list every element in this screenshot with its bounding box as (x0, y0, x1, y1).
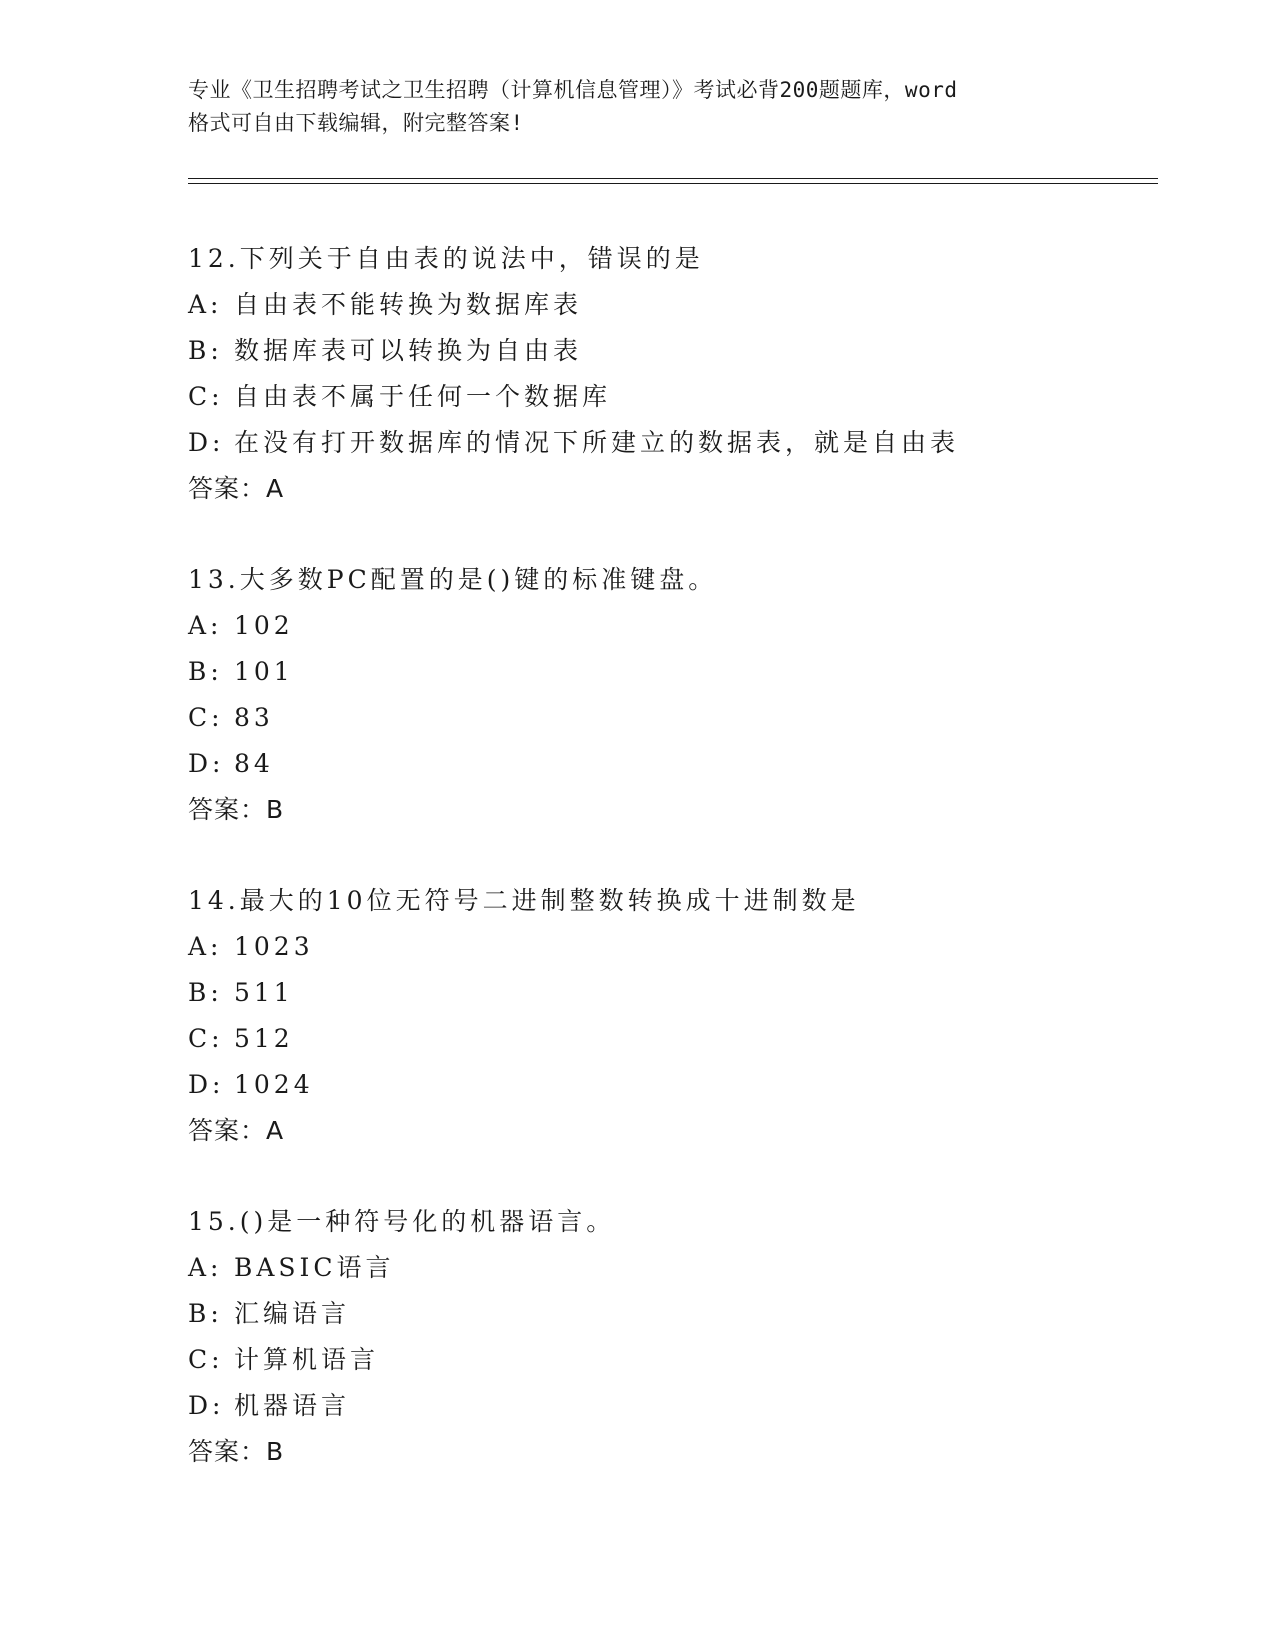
option-text: 自由表不能转换为数据库表 (234, 290, 583, 319)
answer: 答案：A (188, 474, 285, 503)
option-text: 汇编语言 (234, 1299, 351, 1328)
option-text: 102 (234, 611, 294, 640)
answer: 答案：B (188, 795, 285, 824)
option-label: C: (188, 703, 224, 732)
option-c (188, 1016, 1168, 1062)
option-text: 84 (234, 749, 274, 778)
option-d (188, 741, 1168, 787)
option-label: A: (188, 932, 223, 961)
question-stem: 13.大多数PC配置的是()键的标准键盘。 (188, 565, 718, 594)
option-label: A: (188, 290, 223, 319)
option-b (188, 970, 1168, 1016)
option-text: 机器语言 (234, 1391, 351, 1420)
option-text: 自由表不属于任何一个数据库 (234, 382, 612, 411)
option-label: D: (188, 749, 225, 778)
option-text: 1023 (234, 932, 314, 961)
option-label: A: (188, 611, 223, 640)
option-d (188, 1062, 1168, 1108)
option-b (188, 328, 1168, 374)
question-15 (188, 1199, 1168, 1475)
option-label: C: (188, 1024, 224, 1053)
question-14 (188, 878, 1168, 1154)
header-divider-bottom (188, 183, 1158, 184)
question-stem: 14.最大的10位无符号二进制整数转换成十进制数是 (188, 886, 860, 915)
option-a (188, 924, 1168, 970)
header-title-line-1: 专业《卫生招聘考试之卫生招聘（计算机信息管理）》考试必背200题题库，word (188, 78, 958, 102)
question-13 (188, 557, 1168, 833)
option-c (188, 374, 1168, 420)
option-b (188, 649, 1168, 695)
header-title-line-2: 格式可自由下载编辑，附完整答案! (188, 111, 524, 135)
option-d (188, 1383, 1168, 1429)
option-text: 1024 (234, 1070, 314, 1099)
option-label: C: (188, 382, 224, 411)
option-text: 512 (234, 1024, 294, 1053)
document-header (188, 74, 1088, 140)
option-c (188, 1337, 1168, 1383)
option-text: 511 (234, 978, 294, 1007)
option-text: 计算机语言 (234, 1345, 380, 1374)
question-stem: 12.下列关于自由表的说法中，错误的是 (188, 244, 704, 273)
answer: 答案：A (188, 1116, 285, 1145)
option-a (188, 1245, 1168, 1291)
option-d (188, 420, 1168, 466)
option-text: 数据库表可以转换为自由表 (234, 336, 583, 365)
question-12 (188, 236, 1168, 512)
option-label: A: (188, 1253, 223, 1282)
answer: 答案：B (188, 1437, 285, 1466)
option-label: B: (188, 657, 223, 686)
option-b (188, 1291, 1168, 1337)
option-label: C: (188, 1345, 224, 1374)
option-text: 83 (234, 703, 274, 732)
option-c (188, 695, 1168, 741)
question-stem: 15.()是一种符号化的机器语言。 (188, 1207, 616, 1236)
header-divider-top (188, 178, 1158, 179)
option-label: B: (188, 336, 223, 365)
option-a (188, 282, 1168, 328)
option-text: BASIC语言 (234, 1253, 395, 1282)
option-label: D: (188, 428, 225, 457)
option-text: 在没有打开数据库的情况下所建立的数据表，就是自由表 (234, 428, 960, 457)
option-label: D: (188, 1070, 225, 1099)
option-label: B: (188, 978, 223, 1007)
option-label: D: (188, 1391, 225, 1420)
option-a (188, 603, 1168, 649)
option-label: B: (188, 1299, 223, 1328)
option-text: 101 (234, 657, 294, 686)
